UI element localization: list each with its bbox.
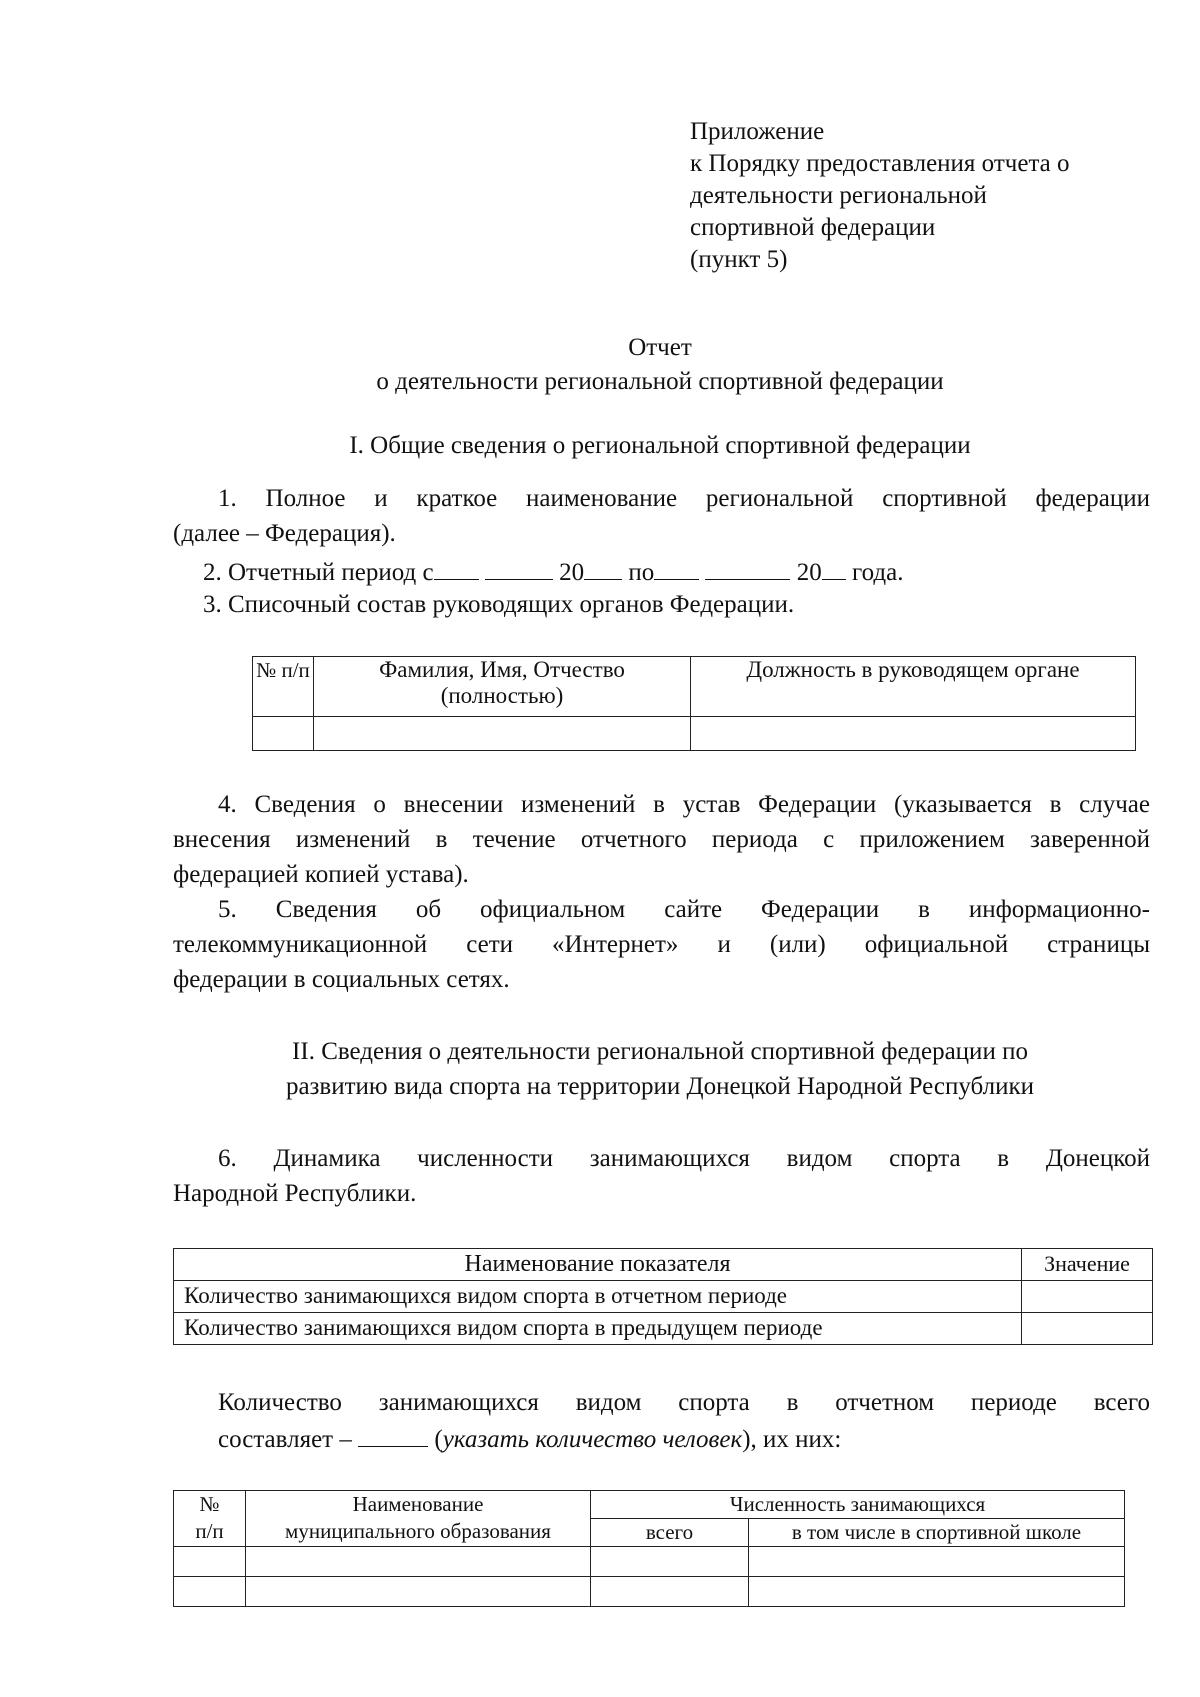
item-4-line-2: внесения изменений в течение отчетного периода с приложением заверенной bbox=[173, 826, 1150, 853]
table-cell[interactable] bbox=[591, 1547, 749, 1577]
value-cell-previous[interactable] bbox=[1022, 1313, 1153, 1345]
col-participants-header: Численность занимающихся bbox=[591, 1491, 1125, 1519]
table-row bbox=[253, 717, 1136, 751]
table-header-row bbox=[174, 1491, 1125, 1519]
col-position-header: Должность в руководящем органе bbox=[691, 657, 1136, 717]
col-number-header: № п/п bbox=[253, 657, 314, 717]
col-number-header bbox=[174, 1491, 246, 1547]
col-municipality-line-1: Наименование bbox=[352, 1492, 484, 1516]
col-fio-line-2: (полностью) bbox=[440, 683, 564, 708]
table-cell[interactable] bbox=[314, 717, 691, 751]
dynamics-table bbox=[173, 1248, 1153, 1345]
item-4-line-1: 4. Сведения о внесении изменений в устав Федерации (указывается в случае bbox=[218, 791, 1150, 818]
appendix-block bbox=[690, 116, 1070, 276]
appendix-line: спортивной федерации bbox=[690, 214, 936, 241]
municipal-table bbox=[173, 1490, 1125, 1607]
appendix-line: деятельности региональной bbox=[690, 182, 987, 209]
item-5-line-1: 5. Сведения об официальном сайте Федерации в информационно- bbox=[218, 896, 1150, 923]
blank-month-from[interactable] bbox=[485, 553, 553, 580]
col-total-header: всего bbox=[591, 1519, 749, 1547]
indicator-previous: Количество занимающихся видом спорта в предыдущем периоде bbox=[174, 1313, 1022, 1345]
section-2-heading-line-1: II. Сведения о деятельности региональной спортивной федерации по bbox=[292, 1038, 1028, 1065]
blank-total-count[interactable] bbox=[358, 1420, 428, 1447]
item-6-line-1: 6. Динамика численности занимающихся видом спорта в Донецкой bbox=[218, 1145, 1150, 1172]
table-header-row bbox=[174, 1249, 1153, 1281]
table-cell[interactable] bbox=[246, 1577, 591, 1607]
report-title: Отчет bbox=[628, 334, 692, 361]
appendix-line: Приложение bbox=[690, 118, 825, 145]
item-2-suffix: года. bbox=[851, 559, 904, 586]
indicator-name-header: Наименование показателя bbox=[174, 1249, 1022, 1281]
item-2-mid: по bbox=[628, 559, 655, 586]
item-2-prefix: 2. Отчетный период с bbox=[203, 559, 434, 586]
item-2-year-2: 20 bbox=[796, 559, 822, 586]
total-prefix: составляет – bbox=[218, 1426, 352, 1453]
table-cell[interactable] bbox=[253, 717, 314, 751]
table-cell[interactable] bbox=[691, 717, 1136, 751]
total-hint: указать количество человек bbox=[442, 1426, 743, 1453]
table-row bbox=[174, 1281, 1153, 1313]
table-cell[interactable] bbox=[749, 1577, 1125, 1607]
section-1-heading: I. Общие сведения о региональной спортивной федерации bbox=[349, 432, 971, 459]
blank-month-to[interactable] bbox=[705, 553, 790, 580]
col-sport-school-header: в том числе в спортивной школе bbox=[749, 1519, 1125, 1547]
item-2-reporting-period bbox=[203, 553, 903, 590]
blank-day-to[interactable] bbox=[654, 553, 699, 580]
table-row bbox=[174, 1313, 1153, 1345]
item-2-year-1: 20 bbox=[559, 559, 585, 586]
col-fio-line-1: Фамилия, Имя, Отчество bbox=[379, 657, 625, 682]
table-cell[interactable] bbox=[246, 1547, 591, 1577]
indicator-current: Количество занимающихся видом спорта в отчетном периоде bbox=[174, 1281, 1022, 1313]
col-fio-header bbox=[314, 657, 691, 717]
total-suffix: ), их них: bbox=[742, 1426, 842, 1453]
appendix-line: к Порядку предоставления отчета о bbox=[690, 150, 1070, 177]
table-cell[interactable] bbox=[749, 1547, 1125, 1577]
col-number-line-1: № bbox=[199, 1492, 220, 1516]
blank-day-from[interactable] bbox=[434, 553, 479, 580]
appendix-line: (пункт 5) bbox=[690, 246, 788, 273]
col-municipality-line-2: муниципального образования bbox=[285, 1519, 551, 1543]
table-cell[interactable] bbox=[174, 1577, 246, 1607]
item-3: 3. Списочный состав руководящих органов Федерации. bbox=[203, 591, 795, 618]
item-1-line-1: 1. Полное и краткое наименование региональной спортивной федерации bbox=[218, 485, 1150, 512]
total-line-1: Количество занимающихся видом спорта в отчетном периоде всего bbox=[218, 1389, 1150, 1416]
table-cell[interactable] bbox=[591, 1577, 749, 1607]
table-cell[interactable] bbox=[174, 1547, 246, 1577]
item-5-line-2: телекоммуникационной сети «Интернет» и (или) официальной страницы bbox=[173, 931, 1150, 958]
value-cell-current[interactable] bbox=[1022, 1281, 1153, 1313]
item-6-line-2: Народной Республики. bbox=[173, 1180, 417, 1207]
table-row bbox=[174, 1547, 1125, 1577]
item-1-line-2: (далее – Федерация). bbox=[173, 520, 396, 547]
value-header: Значение bbox=[1022, 1249, 1153, 1281]
total-line-2: составляет – (указать количество человек), их них: bbox=[218, 1420, 841, 1457]
blank-year-to[interactable] bbox=[822, 553, 846, 580]
governing-bodies-table bbox=[252, 656, 1136, 751]
blank-year-from[interactable] bbox=[584, 553, 622, 580]
report-subtitle: о деятельности региональной спортивной федерации bbox=[376, 368, 944, 395]
item-5-line-3: федерации в социальных сетях. bbox=[173, 966, 510, 993]
table-header-row bbox=[253, 657, 1136, 717]
col-municipality-header bbox=[246, 1491, 591, 1547]
col-number-line-2: п/п bbox=[195, 1519, 224, 1543]
table-row bbox=[174, 1577, 1125, 1607]
section-2-heading-line-2: развитию вида спорта на территории Донецкой Народной Республики bbox=[285, 1073, 1035, 1100]
item-4-line-3: федерацией копией устава). bbox=[173, 861, 469, 888]
